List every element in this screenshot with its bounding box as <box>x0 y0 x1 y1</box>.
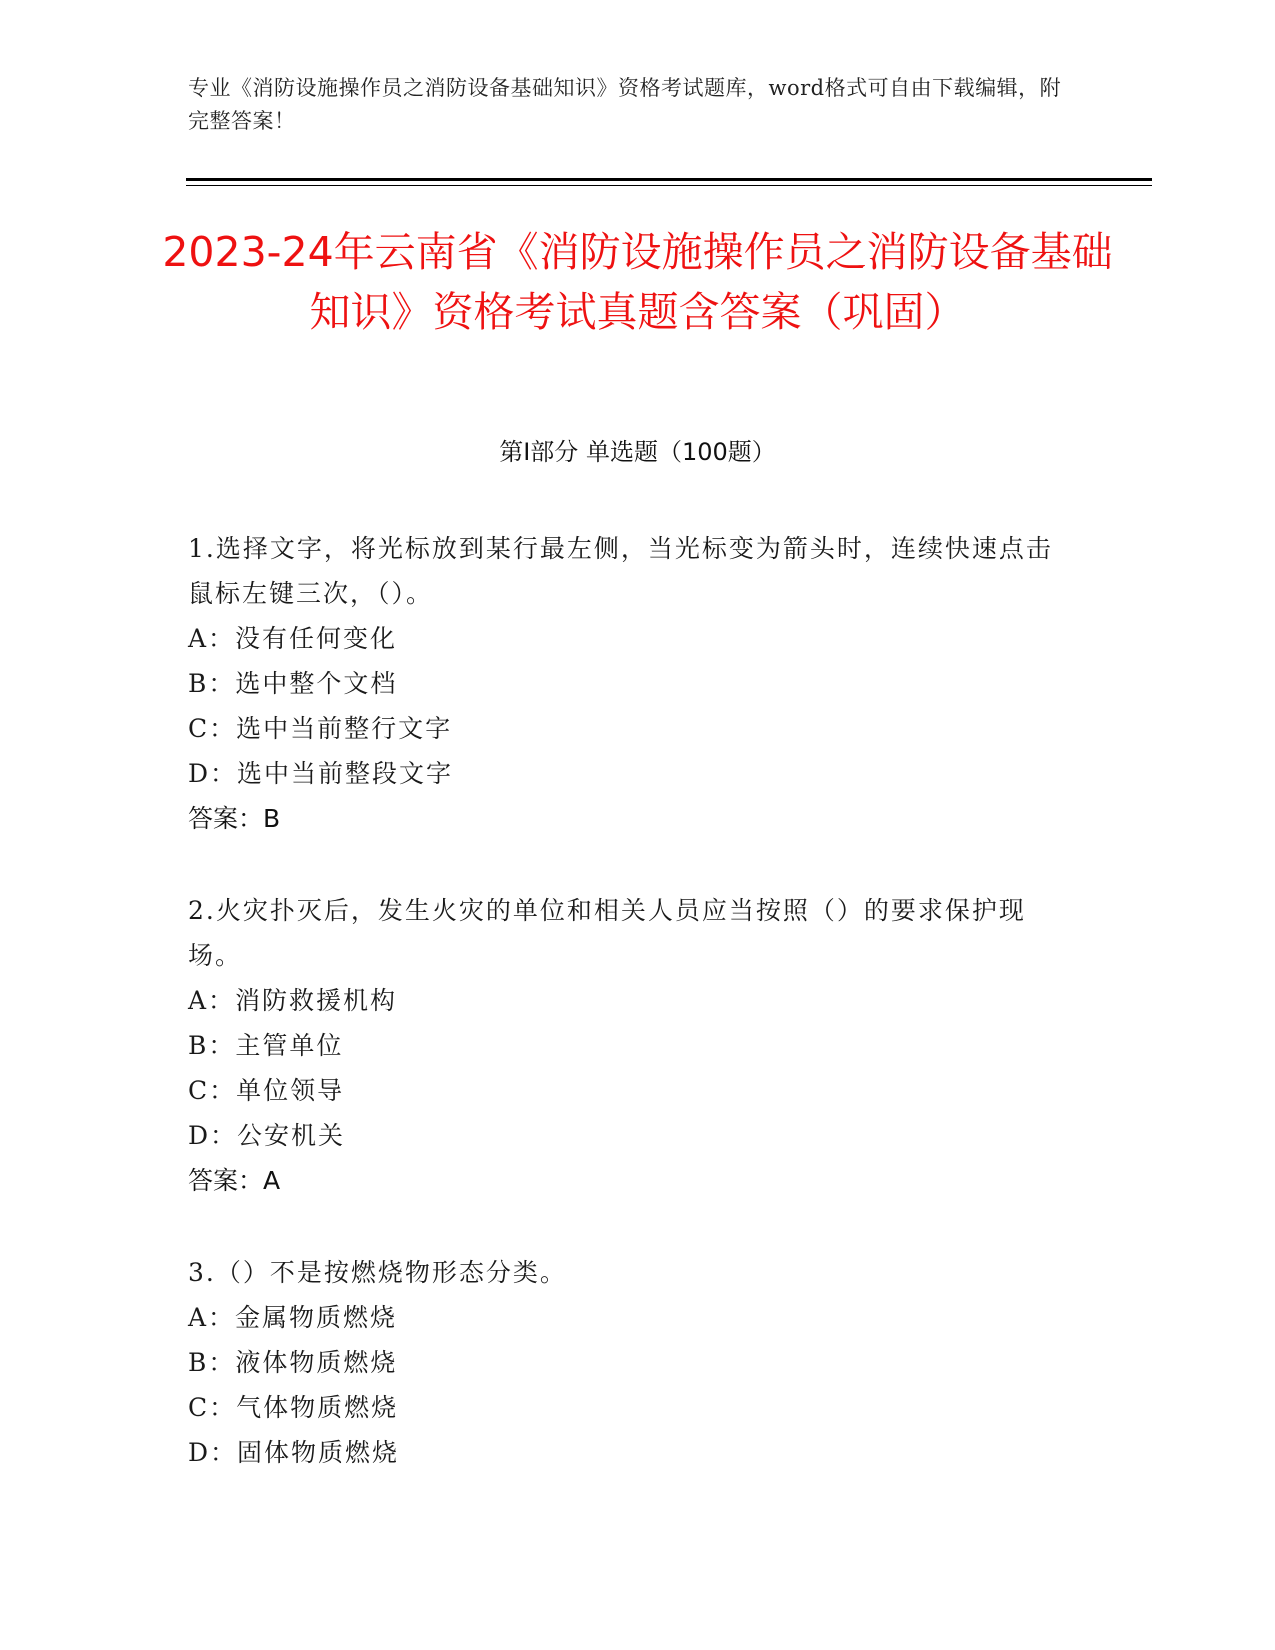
section-heading: 第Ⅰ部分 单选题（100题） <box>499 438 776 466</box>
option-c: C：气体物质燃烧 <box>188 1393 399 1422</box>
header-note: 专业《消防设施操作员之消防设备基础知识》资格考试题库，word格式可自由下载编辑，附完整答案！ <box>188 76 1062 133</box>
document-title: 2023-24年云南省《消防设施操作员之消防设备基础知识》资格考试真题含答案（巩固） <box>162 228 1113 336</box>
question-2 <box>188 888 1078 1203</box>
option-c: C：选中当前整行文字 <box>188 714 453 743</box>
header-rule-thick <box>186 178 1152 181</box>
option-b: B：液体物质燃烧 <box>188 1348 398 1377</box>
option-a: A：金属物质燃烧 <box>188 1303 398 1332</box>
option-d: D：公安机关 <box>188 1121 346 1150</box>
header-rule-thin <box>186 185 1152 186</box>
option-b: B：选中整个文档 <box>188 669 398 698</box>
option-a: A：消防救援机构 <box>188 986 398 1015</box>
option-a: A：没有任何变化 <box>188 624 398 653</box>
option-c: C：单位领导 <box>188 1076 345 1105</box>
question-spacer <box>188 841 1078 888</box>
option-b: B：主管单位 <box>188 1031 344 1060</box>
question-1 <box>188 526 1078 841</box>
answer-line: 答案：B <box>188 804 281 833</box>
question-spacer <box>188 1203 1078 1250</box>
option-d: D：固体物质燃烧 <box>188 1438 400 1467</box>
question-stem: 1.选择文字，将光标放到某行最左侧，当光标变为箭头时，连续快速点击鼠标左键三次，（）。 <box>188 534 1053 608</box>
question-stem: 2.火灾扑灭后，发生火灾的单位和相关人员应当按照（）的要求保护现场。 <box>188 896 1026 970</box>
question-stem: 3.（）不是按燃烧物形态分类。 <box>188 1258 567 1287</box>
question-3 <box>188 1250 1078 1475</box>
option-d: D：选中当前整段文字 <box>188 759 454 788</box>
answer-line: 答案：A <box>188 1166 281 1195</box>
question-list <box>188 526 1078 1475</box>
